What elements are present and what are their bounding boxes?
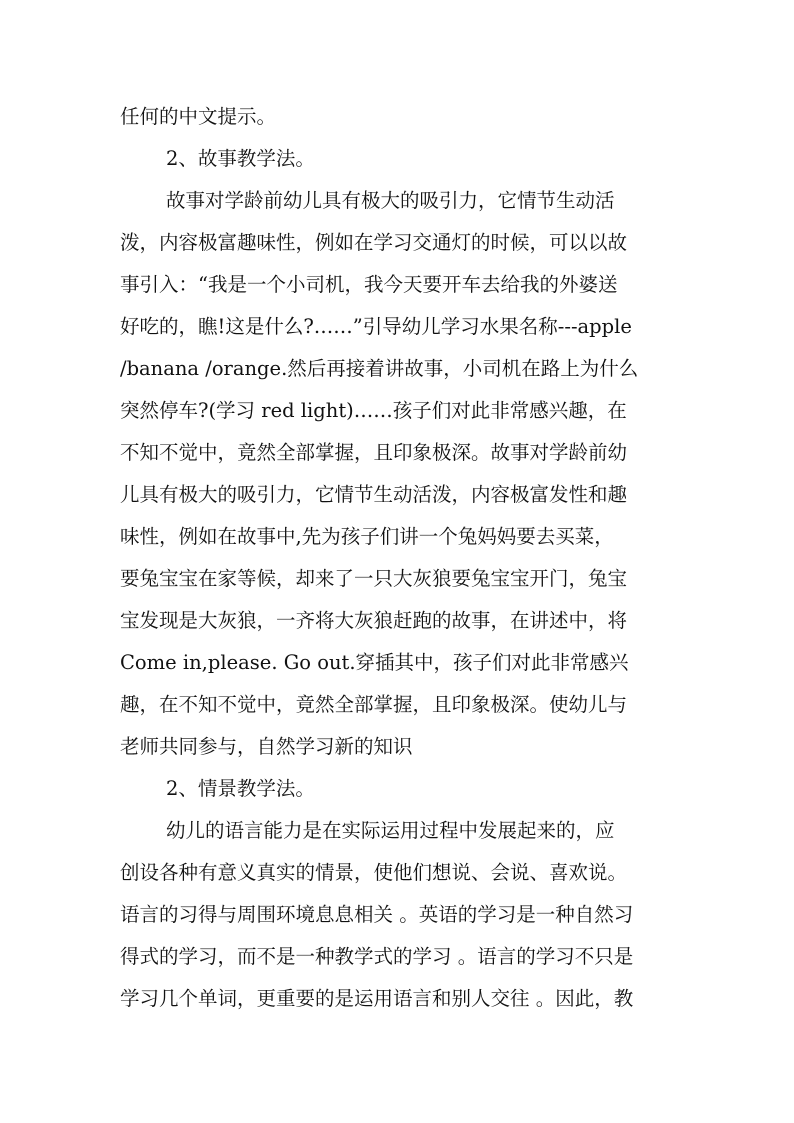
text-line: 事引入：“我是一个小司机，我今天要开车去给我的外婆送	[120, 273, 618, 296]
text-line: 故事对学龄前幼儿具有极大的吸引力，它情节生动活	[166, 189, 615, 212]
text-line: 学习几个单词，更重要的是运用语言和别人交往 。因此，教	[120, 987, 634, 1010]
text-line: Come in,please. Go out.穿插其中，孩子们对此非常感兴	[120, 651, 629, 674]
section-heading-story-method: 2、故事教学法。	[166, 147, 315, 170]
text-line: 宝发现是大灰狼，一齐将大灰狼赶跑的故事，在讲述中，将	[120, 609, 628, 632]
text-line: 泼，内容极富趣味性，例如在学习交通灯的时候，可以以故	[120, 231, 628, 254]
text-line: 创设各种有意义真实的情景，使他们想说、会说、喜欢说。	[120, 861, 628, 884]
text-line: 语言的习得与周围环境息息相关 。英语的学习是一种自然习	[120, 903, 634, 926]
text-line: 突然停车?(学习 red light)……孩子们对此非常感兴趣，在	[120, 399, 627, 422]
text-line: 味性，例如在故事中,先为孩子们讲一个兔妈妈要去买菜，	[120, 525, 614, 548]
text-line: 不知不觉中，竟然全部掌握，且印象极深。故事对学龄前幼	[120, 441, 628, 464]
text-line: 好吃的，瞧!这是什么?……”引导幼儿学习水果名称---apple	[120, 315, 632, 338]
text-line: /banana /orange.然后再接着讲故事，小司机在路上为什么	[120, 357, 639, 380]
text-line: 幼儿的语言能力是在实际运用过程中发展起来的，应	[166, 819, 615, 842]
text-line: 任何的中文提示。	[120, 105, 277, 128]
text-line: 得式的学习，而不是一种教学式的学习 。语言的学习不只是	[120, 945, 634, 968]
text-line: 老师共同参与，自然学习新的知识	[120, 735, 413, 758]
text-line: 要兔宝宝在家等候，却来了一只大灰狼要兔宝宝开门，兔宝	[120, 567, 628, 590]
section-heading-scenario-method: 2、情景教学法。	[166, 777, 315, 800]
text-line: 趣，在不知不觉中，竟然全部掌握，且印象极深。使幼儿与	[120, 693, 628, 716]
text-line: 儿具有极大的吸引力，它情节生动活泼，内容极富发性和趣	[120, 483, 628, 506]
